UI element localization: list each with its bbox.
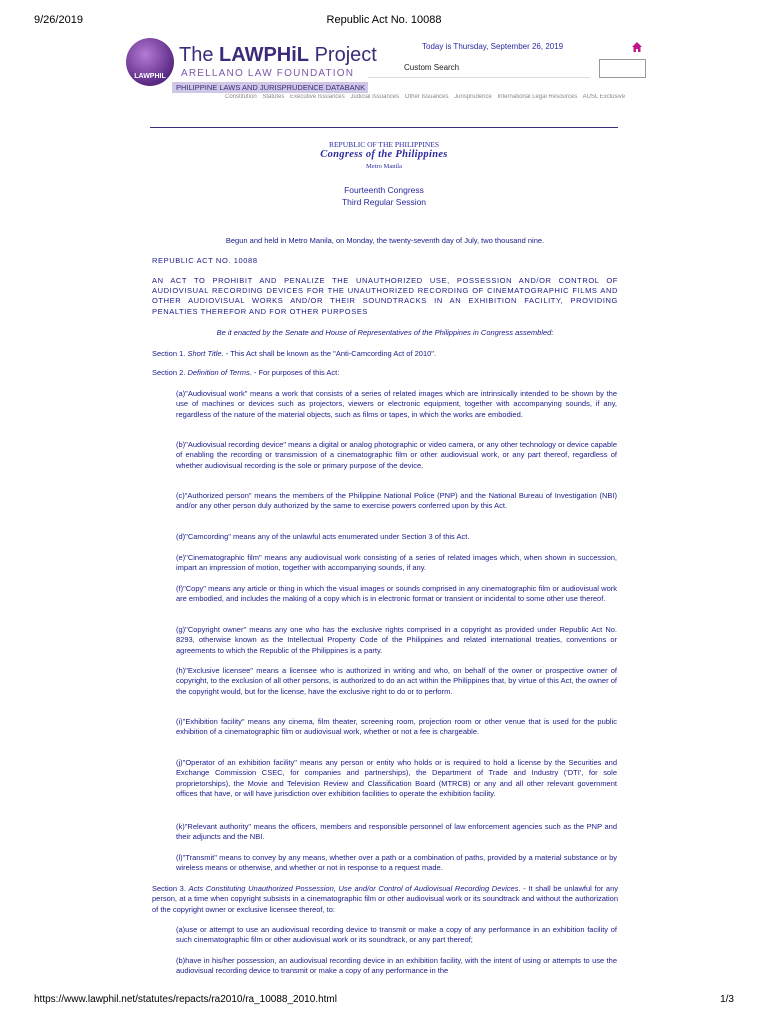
definition-e: (e)"Cinematographic film" means any audiovisual work consisting of a series of related images which, when shown in succession, impart an impression of motion, together with accompanying sounds, if any. bbox=[176, 553, 617, 573]
definition-f: (f)"Copy" means any article or thing in which the visual images or sounds comprised in any cinematographic film or audiovisual work are embodied, and includes the making of a copy which is in electronic format or transient or incidental to some other use thereof. bbox=[176, 584, 617, 604]
section-3: Section 3. Acts Constituting Unauthorized Possession, Use and/or Control of Audiovisual Recording Devices. - It shall be unlawful for any person, at a time when copyright subsists in a cinematographic film or other audiovisual work or its soundtrack and without the authorization of the copyright owner or exclusive licensee thereof, to: bbox=[152, 884, 618, 914]
definition-i: (i)"Exhibition facility" means any cinema, film theater, screening room, projection room or other venue that is used for the public exhibition of a cinematographic film or audiovisual work, whether or not a fee is chargeable. bbox=[176, 717, 617, 737]
ra-number: REPUBLIC ACT NO. 10088 bbox=[152, 256, 258, 265]
nav-item-statutes[interactable]: Statutes bbox=[262, 94, 285, 100]
nav-item-executive[interactable]: Executive Issuances bbox=[290, 94, 345, 100]
nav-item-constitution[interactable]: Constitution bbox=[225, 94, 257, 100]
home-icon[interactable] bbox=[631, 41, 643, 53]
metro-heading: Metro Manila bbox=[366, 163, 402, 170]
congress-heading: Congress of the Philippines bbox=[320, 149, 448, 160]
nav-item-other[interactable]: Other Issuances bbox=[404, 94, 449, 100]
section-3-item-b: (b)have in his/her possession, an audiovisual recording device in an exhibition facility, with the intent of using or attempts to use the audiovisual recording device to transmit or make a copy of any performance in the bbox=[176, 956, 617, 976]
site-databank: PHILIPPINE LAWS AND JURISPRUDENCE DATABANK bbox=[172, 82, 368, 93]
definition-k: (k)"Relevant authority" means the officers, members and responsible personnel of law enforcement agencies such as the PNP and their adjuncts and the NBI. bbox=[176, 822, 617, 842]
act-title: AN ACT TO PROHIBIT AND PENALIZE THE UNAUTHORIZED USE, POSSESSION AND/OR CONTROL OF AUDIOVISUAL RECORDING DEVICES FOR THE UNAUTHORIZED RECORDING OF CINEMATOGRAPHIC FILMS AND OTHER AUDIOVISUAL WORKS AND/OR THEIR SOUNDTRACKS IN AN EXHIBITION FACILITY, PROVIDING PENALTIES THEREFOR AND FOR OTHER PURPOSES bbox=[152, 276, 618, 316]
republic-heading: REPUBLIC OF THE PHILIPPINES bbox=[328, 140, 440, 149]
nav-item-jurisprudence[interactable]: Jurisprudence bbox=[454, 94, 492, 100]
logo-emblem-icon bbox=[126, 38, 174, 86]
begun-line: Begun and held in Metro Manila, on Monday, the twenty-seventh day of July, two thousand nine. bbox=[225, 236, 545, 245]
site-title: The LAWPHiL Project bbox=[179, 44, 377, 66]
definition-g: (g)"Copyright owner" means any one who has the exclusive rights comprised in a copyright as provided under Republic Act No. 8293, otherwise known as the Intellectual Property Code of the Philippines and related international treaties, conventions or agreements to which the Republic of the Philippines is a party. bbox=[176, 625, 617, 655]
search-button[interactable] bbox=[599, 59, 646, 78]
main-nav bbox=[225, 94, 748, 100]
print-header bbox=[34, 14, 734, 28]
definition-d: (d)"Camcording" means any of the unlawful acts enumerated under Section 3 of this Act. bbox=[176, 532, 470, 541]
definition-a: (a)"Audiovisual work" means a work that consists of a series of related images which are intrinsically intended to be shown by the use of machines or devices such as projectors, viewers or electronic equipment, together with accompanying sounds, if any, regardless of the nature of the material objects, such as films or tapes, in which the works are embodied. bbox=[176, 389, 617, 419]
page-url[interactable]: https://www.lawphil.net/statutes/repacts/ra2010/ra_10088_2010.html bbox=[34, 994, 337, 1005]
definition-c: (c)"Authorized person" means the members of the Philippine National Police (PNP) and the National Bureau of Investigation (NBI) and/or any other person duly authorized by the same to exercise powers conferred upon by this Act. bbox=[176, 491, 617, 511]
print-date: 9/26/2019 bbox=[34, 14, 83, 26]
page-number: 1/3 bbox=[720, 994, 734, 1005]
section-3-item-a: (a)use or attempt to use an audiovisual recording device to transmit or make a copy of any performance in an exhibition facility of such cinematographic film or other audiovisual work or its soundtrack, or any part thereof; bbox=[176, 925, 617, 945]
nav-item-judicial[interactable]: Judicial Issuances bbox=[350, 94, 400, 100]
print-footer bbox=[34, 994, 734, 1008]
definition-h: (h)"Exclusive licensee" means a licensee who is authorized in writing and who, on behalf of the owner or prospective owner of copyright, to the exclusion of all other persons, is authorized to do an act within the Philippines that, by virtue of this Act, the owner of the copyright would, but for the license, have the exclusive right to do or to perform. bbox=[176, 666, 617, 696]
header-divider bbox=[150, 127, 618, 128]
nav-item-ausl[interactable]: AUSL Exclusive bbox=[582, 94, 626, 100]
definition-j: (j)"Operator of an exhibition facility" means any person or entity who holds or is required to hold a license by the Securities and Exchange Commission CSEC, for companies and partnerships), the Department of Trade and Industry ('DTI', for sole proprietorships), the Movie and Television Review and Classification Board (MTRCB) or any and all other relevant government offices that have, or will have jurisdiction over exhibition facilities to operate the exhibition facility. bbox=[176, 758, 617, 798]
congress-number: Fourteenth Congress bbox=[344, 185, 424, 195]
enacting-clause: Be it enacted by the Senate and House of Representatives of the Philippines in Congress assembled: bbox=[216, 328, 554, 337]
session-label: Third Regular Session bbox=[341, 197, 427, 207]
definition-l: (l)"Transmit" means to convey by any means, whether over a path or a combination of paths, provided by a material substance or by wireless means or otherwise, and whether or not in response to a request made. bbox=[176, 853, 617, 873]
site-logo[interactable] bbox=[126, 38, 377, 96]
nav-item-international[interactable]: International Legal Resources bbox=[497, 94, 578, 100]
site-foundation: ARELLANO LAW FOUNDATION bbox=[181, 68, 355, 79]
today-date: Today is Thursday, September 26, 2019 bbox=[422, 42, 564, 51]
print-title: Republic Act No. 10088 bbox=[326, 14, 442, 26]
logo-mark: LAWPHIL bbox=[134, 73, 166, 80]
definition-b: (b)"Audiovisual recording device" means a digital or analog photographic or video camera, or any other technology or device capable of enabling the recording or transmission of a cinematographic film or other audiovisual work, or any part thereof, regardless of whether audiovisual recording is the sole or primary purpose of the device. bbox=[176, 440, 617, 470]
section-1: Section 1. Short Title. - This Act shall be known as the "Anti-Camcording Act of 2010". bbox=[152, 349, 437, 358]
section-2: Section 2. Definition of Terms. - For purposes of this Act: bbox=[152, 368, 340, 377]
search-input[interactable]: Custom Search bbox=[368, 58, 590, 78]
